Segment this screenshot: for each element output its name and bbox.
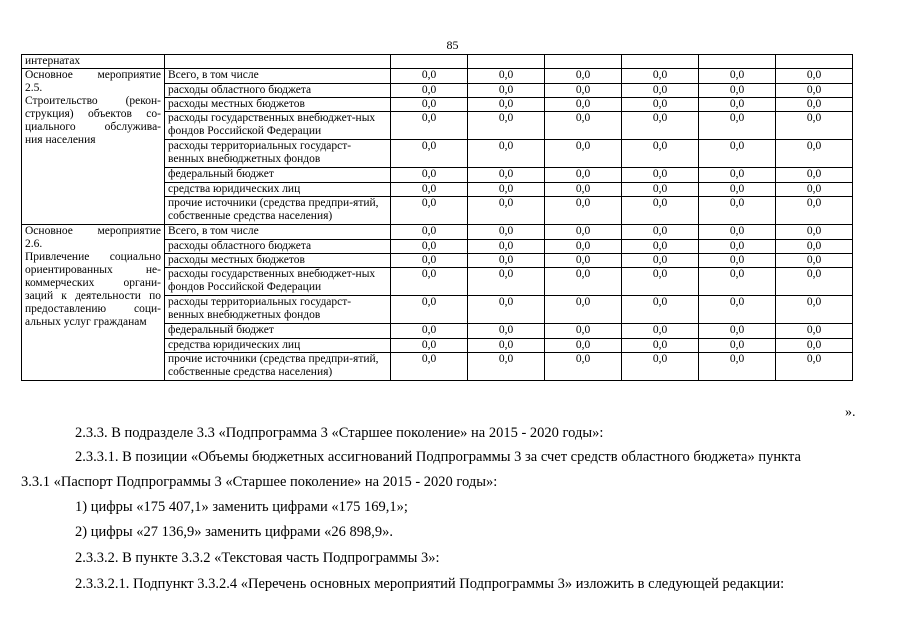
value-cell: 0,0	[391, 296, 468, 324]
measure-line: Привлечение социально	[25, 251, 161, 263]
source-label: Всего, в том числе	[165, 69, 391, 84]
value-cell: 0,0	[699, 339, 776, 353]
value-cell: 0,0	[622, 225, 699, 240]
measure-line: альных услуг гражданам	[25, 316, 147, 328]
value-cell: 0,0	[391, 168, 468, 183]
value-cell: 0,0	[545, 240, 622, 254]
value-cell: 0,0	[622, 112, 699, 140]
value-cell: 0,0	[468, 197, 545, 225]
empty-cell	[545, 55, 622, 69]
value-cell: 0,0	[545, 69, 622, 84]
value-cell: 0,0	[699, 197, 776, 225]
value-cell: 0,0	[391, 197, 468, 225]
value-cell: 0,0	[699, 254, 776, 268]
page-number: 85	[446, 38, 459, 52]
value-cell: 0,0	[391, 69, 468, 84]
empty-cell	[165, 55, 391, 69]
measure-line: ориентированных не-	[25, 264, 161, 276]
value-cell: 0,0	[622, 197, 699, 225]
value-cell: 0,0	[622, 268, 699, 296]
value-cell: 0,0	[699, 296, 776, 324]
value-cell: 0,0	[699, 98, 776, 112]
measure-line: предоставлению соци-	[25, 303, 161, 315]
value-cell: 0,0	[776, 140, 853, 168]
source-label: расходы областного бюджета	[165, 240, 391, 254]
value-cell: 0,0	[545, 324, 622, 339]
value-cell: 0,0	[545, 140, 622, 168]
value-cell: 0,0	[622, 324, 699, 339]
value-cell: 0,0	[545, 225, 622, 240]
value-cell: 0,0	[545, 84, 622, 98]
value-cell: 0,0	[545, 353, 622, 381]
value-cell: 0,0	[622, 353, 699, 381]
value-cell: 0,0	[468, 339, 545, 353]
source-label: средства юридических лиц	[165, 183, 391, 197]
measure-cell	[22, 225, 165, 381]
value-cell: 0,0	[468, 296, 545, 324]
value-cell: 0,0	[391, 268, 468, 296]
source-label: прочие источники (средства предпри-ятий, собственные средства населения)	[165, 353, 391, 381]
value-cell: 0,0	[468, 268, 545, 296]
value-cell: 0,0	[622, 339, 699, 353]
value-cell: 0,0	[699, 268, 776, 296]
value-cell: 0,0	[391, 353, 468, 381]
value-cell: 0,0	[622, 69, 699, 84]
value-cell: 0,0	[776, 324, 853, 339]
value-cell: 0,0	[776, 84, 853, 98]
measure-line: Основное мероприятие	[25, 69, 161, 81]
value-cell: 0,0	[622, 240, 699, 254]
value-cell: 0,0	[622, 296, 699, 324]
value-cell: 0,0	[391, 339, 468, 353]
value-cell: 0,0	[468, 225, 545, 240]
measure-line: Основное мероприятие	[25, 225, 161, 237]
value-cell: 0,0	[391, 98, 468, 112]
source-label: расходы местных бюджетов	[165, 98, 391, 112]
value-cell: 0,0	[776, 183, 853, 197]
empty-cell	[776, 55, 853, 69]
value-cell: 0,0	[699, 183, 776, 197]
paragraph: 2.3.3.2. В пункте 3.3.2 «Текстовая часть Подпрограммы 3»:	[75, 550, 440, 566]
paragraph: 2.3.3. В подразделе 3.3 «Подпрограмма 3 «Старшее поколение» на 2015 - 2020 годы»:	[75, 425, 604, 441]
value-cell: 0,0	[391, 225, 468, 240]
value-cell: 0,0	[545, 183, 622, 197]
value-cell: 0,0	[776, 168, 853, 183]
value-cell: 0,0	[545, 254, 622, 268]
value-cell: 0,0	[391, 240, 468, 254]
value-cell: 0,0	[468, 112, 545, 140]
top-cell: интернатах	[22, 55, 165, 69]
value-cell: 0,0	[468, 84, 545, 98]
value-cell: 0,0	[545, 168, 622, 183]
value-cell: 0,0	[468, 98, 545, 112]
source-label: прочие источники (средства предпри-ятий, собственные средства населения)	[165, 197, 391, 225]
value-cell: 0,0	[622, 254, 699, 268]
paragraph: 3.3.1 «Паспорт Подпрограммы 3 «Старшее поколение» на 2015 - 2020 годы»:	[21, 474, 498, 490]
value-cell: 0,0	[622, 183, 699, 197]
value-cell: 0,0	[622, 98, 699, 112]
value-cell: 0,0	[468, 69, 545, 84]
measure-line: струкция) объектов со-	[25, 108, 161, 120]
paragraph: 2.3.3.2.1. Подпункт 3.3.2.4 «Перечень основных мероприятий Подпрограммы 3» изложить в следующей редакции:	[75, 576, 785, 592]
value-cell: 0,0	[776, 112, 853, 140]
source-label: расходы местных бюджетов	[165, 254, 391, 268]
value-cell: 0,0	[468, 168, 545, 183]
value-cell: 0,0	[622, 84, 699, 98]
empty-cell	[391, 55, 468, 69]
value-cell: 0,0	[776, 254, 853, 268]
source-label: федеральный бюджет	[165, 168, 391, 183]
source-label: расходы территориальных государст-венных внебюджетных фондов	[165, 140, 391, 168]
value-cell: 0,0	[545, 197, 622, 225]
source-label: расходы государственных внебюджет-ных фондов Российской Федерации	[165, 268, 391, 296]
measure-line: ния населения	[25, 134, 96, 146]
value-cell: 0,0	[391, 84, 468, 98]
measure-line: заций к деятельности по	[25, 290, 161, 302]
measure-line: циального обслужива-	[25, 121, 161, 133]
value-cell: 0,0	[622, 140, 699, 168]
measure-line: Строительство (рекон-	[25, 95, 161, 107]
table-row	[22, 225, 853, 240]
value-cell: 0,0	[545, 268, 622, 296]
value-cell: 0,0	[776, 225, 853, 240]
value-cell: 0,0	[699, 69, 776, 84]
source-label: расходы областного бюджета	[165, 84, 391, 98]
source-label: расходы территориальных государст-венных внебюджетных фондов	[165, 296, 391, 324]
value-cell: 0,0	[391, 254, 468, 268]
source-label: средства юридических лиц	[165, 339, 391, 353]
value-cell: 0,0	[776, 197, 853, 225]
value-cell: 0,0	[776, 240, 853, 254]
value-cell: 0,0	[545, 112, 622, 140]
source-label: федеральный бюджет	[165, 324, 391, 339]
table-row	[22, 55, 853, 69]
value-cell: 0,0	[699, 225, 776, 240]
closing-quote: ».	[845, 405, 856, 420]
measure-line: коммерческих органи-	[25, 277, 161, 289]
empty-cell	[699, 55, 776, 69]
value-cell: 0,0	[699, 84, 776, 98]
value-cell: 0,0	[545, 296, 622, 324]
value-cell: 0,0	[468, 324, 545, 339]
value-cell: 0,0	[468, 240, 545, 254]
value-cell: 0,0	[699, 112, 776, 140]
source-label: расходы государственных внебюджет-ных фондов Российской Федерации	[165, 112, 391, 140]
value-cell: 0,0	[468, 183, 545, 197]
paragraph: 2.3.3.1. В позиции «Объемы бюджетных ассигнований Подпрограммы 3 за счет средств областного бюджета» пункта	[75, 449, 801, 465]
value-cell: 0,0	[391, 112, 468, 140]
value-cell: 0,0	[699, 353, 776, 381]
value-cell: 0,0	[699, 240, 776, 254]
measure-line: 2.6.	[25, 238, 43, 250]
value-cell: 0,0	[776, 353, 853, 381]
value-cell: 0,0	[776, 69, 853, 84]
value-cell: 0,0	[776, 98, 853, 112]
value-cell: 0,0	[699, 324, 776, 339]
empty-cell	[468, 55, 545, 69]
value-cell: 0,0	[545, 98, 622, 112]
value-cell: 0,0	[391, 183, 468, 197]
value-cell: 0,0	[468, 140, 545, 168]
paragraph: 2) цифры «27 136,9» заменить цифрами «26 898,9».	[75, 524, 394, 540]
budget-table	[21, 54, 853, 381]
value-cell: 0,0	[776, 268, 853, 296]
value-cell: 0,0	[468, 353, 545, 381]
table-row	[22, 69, 853, 84]
measure-cell	[22, 69, 165, 225]
value-cell: 0,0	[699, 140, 776, 168]
value-cell: 0,0	[776, 296, 853, 324]
value-cell: 0,0	[622, 168, 699, 183]
source-label: Всего, в том числе	[165, 225, 391, 240]
value-cell: 0,0	[545, 339, 622, 353]
value-cell: 0,0	[391, 324, 468, 339]
measure-line: 2.5.	[25, 82, 43, 94]
value-cell: 0,0	[468, 254, 545, 268]
value-cell: 0,0	[776, 339, 853, 353]
empty-cell	[622, 55, 699, 69]
value-cell: 0,0	[699, 168, 776, 183]
paragraph: 1) цифры «175 407,1» заменить цифрами «175 169,1»;	[75, 499, 408, 515]
value-cell: 0,0	[391, 140, 468, 168]
